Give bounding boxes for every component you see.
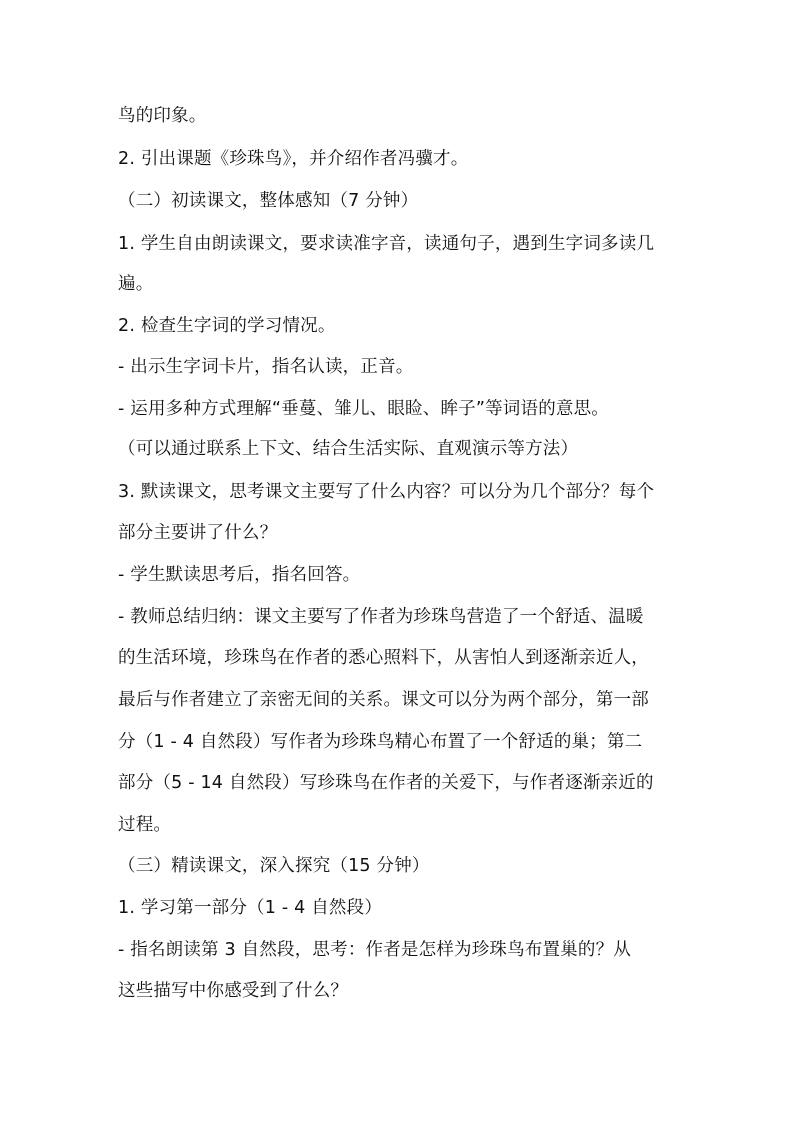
- text-line: 1. 学生自由朗读课文，要求读准字音，读通句子，遇到生字词多读几: [118, 234, 655, 254]
- text-line: 1. 学习第一部分（1 - 4 自然段）: [118, 898, 383, 918]
- list-item: - 运用多种方式理解“垂蔓、雏儿、眼睑、眸子”等词语的意思。: [118, 399, 610, 419]
- section-heading: （三）精读课文，深入探究（15 分钟）: [118, 856, 430, 876]
- text-line: 2. 检查生字词的学习情况。: [118, 316, 336, 336]
- text-line: 2. 引出课题《珍珠鸟》，并介绍作者冯骥才。: [118, 149, 469, 169]
- text-line: 这些描写中你感受到了什么？: [118, 981, 349, 1001]
- text-line: 的生活环境，珍珠鸟在作者的悉心照料下，从害怕人到逐渐亲近人，: [118, 648, 649, 668]
- list-item: - 出示生字词卡片，指名认读，正音。: [118, 357, 414, 377]
- text-line: 分（1 - 4 自然段）写作者为珍珠鸟精心布置了一个舒适的巢；第二: [118, 732, 643, 752]
- text-line: 遍。: [118, 274, 154, 294]
- list-item: - 学生默读思考后，指名回答。: [118, 565, 361, 585]
- text-line: 最后与作者建立了亲密无间的关系。课文可以分为两个部分，第一部: [118, 690, 649, 710]
- list-item: - 指名朗读第 3 自然段，思考：作者是怎样为珍珠鸟布置巢的？从: [118, 940, 632, 960]
- text-line: 鸟的印象。: [118, 106, 207, 126]
- section-heading: （二）初读课文，整体感知（7 分钟）: [118, 191, 419, 211]
- text-line: 过程。: [118, 815, 172, 835]
- note-line: （可以通过联系上下文、结合生活实际、直观演示等方法）: [118, 439, 579, 459]
- text-line: 部分（5 - 14 自然段）写珍珠鸟在作者的关爱下，与作者逐渐亲近的: [118, 773, 654, 793]
- text-line: 3. 默读课文，思考课文主要写了什么内容？可以分为几个部分？每个: [118, 482, 655, 502]
- text-line: 部分主要讲了什么？: [118, 523, 278, 543]
- list-item: - 教师总结归纳：课文主要写了作者为珍珠鸟营造了一个舒适、温暖: [118, 607, 644, 627]
